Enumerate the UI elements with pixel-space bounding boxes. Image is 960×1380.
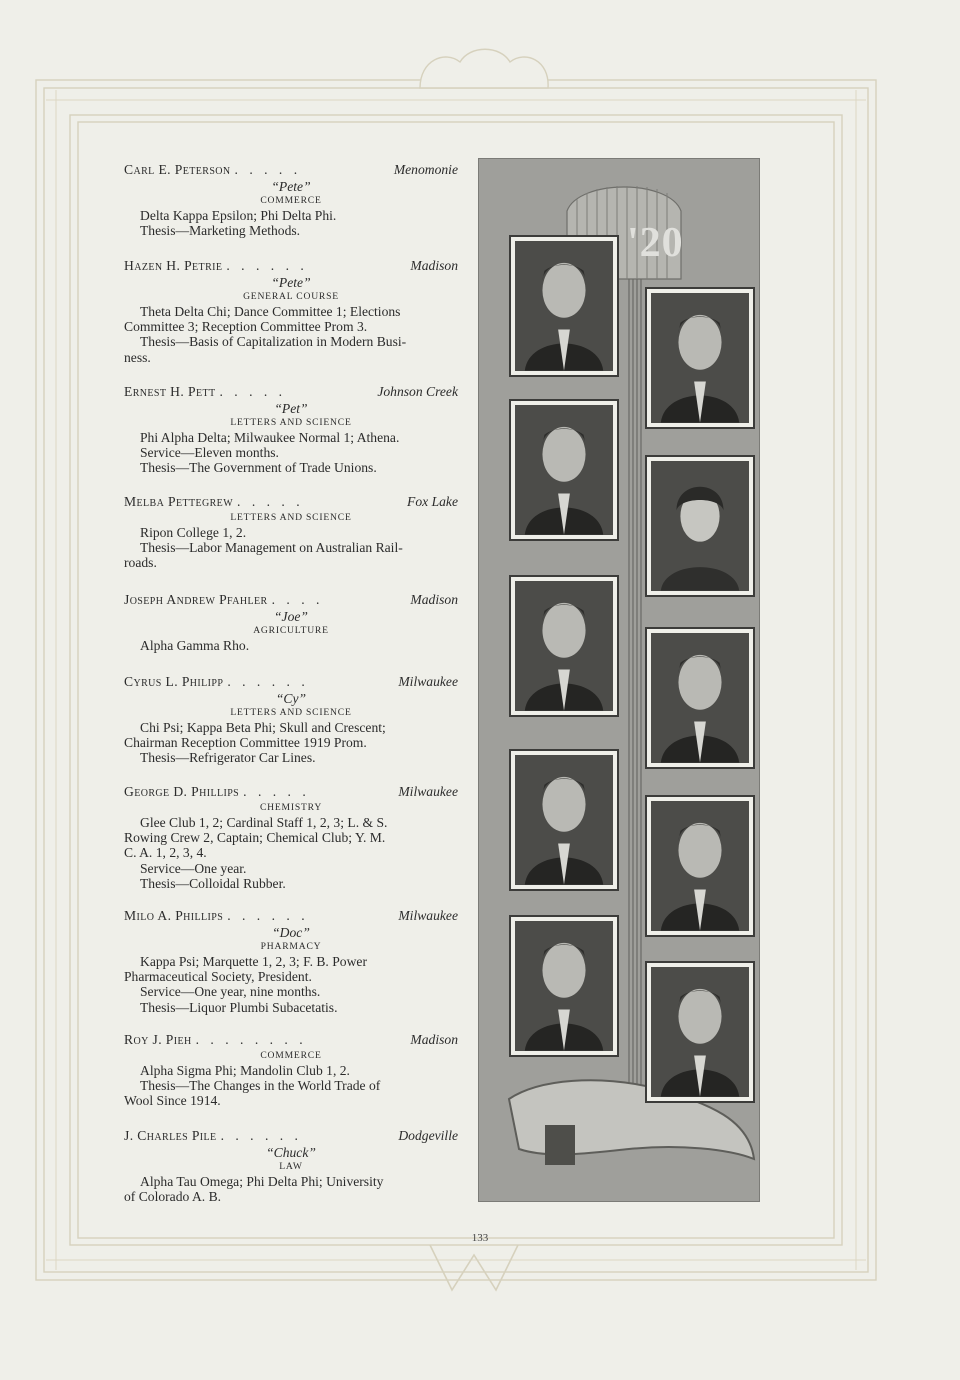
detail-line: Pharmaceutical Society, President. — [124, 969, 312, 985]
detail-line: Kappa Psi; Marquette 1, 2, 3; F. B. Power — [140, 954, 367, 969]
detail-line: Thesis—Marketing Methods. — [140, 223, 301, 239]
student-name: Joseph Andrew Pfahler — [124, 592, 268, 607]
detail-line: Thesis—Refrigerator Car Lines. — [140, 750, 316, 766]
hometown: Dodgeville — [398, 1128, 458, 1143]
course: COMMERCE — [260, 195, 322, 206]
hometown: Fox Lake — [407, 494, 458, 509]
portrait-photo — [645, 627, 755, 769]
course: LETTERS AND SCIENCE — [230, 417, 352, 428]
detail-line: Thesis—Labor Management on Australian Rail- — [140, 540, 403, 556]
portrait-photo — [509, 915, 619, 1057]
student-name: Hazen H. Petrie — [124, 258, 223, 273]
leader-dots: . . . . . . . . — [195, 1032, 307, 1047]
course: COMMERCE — [260, 1050, 322, 1061]
detail-line: Thesis—The Changes in the World Trade of — [140, 1078, 381, 1094]
course: LETTERS AND SCIENCE — [230, 707, 352, 718]
leader-dots: . . . . . . — [226, 258, 308, 273]
student-name: J. Charles Pile — [124, 1128, 217, 1143]
detail-line: Service—One year, nine months. — [140, 984, 321, 1000]
detail-line: of Colorado A. B. — [124, 1189, 222, 1205]
course: GENERAL COURSE — [243, 291, 339, 302]
hometown: Milwaukee — [398, 674, 458, 689]
student-entry — [124, 908, 458, 1015]
hometown: Madison — [410, 258, 458, 273]
leader-dots: . . . . . . — [227, 674, 309, 689]
detail-line: Ripon College 1, 2. — [140, 525, 247, 540]
course: LETTERS AND SCIENCE — [230, 512, 352, 523]
portrait-photo — [509, 575, 619, 717]
course: LAW — [279, 1161, 303, 1172]
portrait-photo — [509, 399, 619, 541]
nickname: “Pet” — [274, 401, 308, 416]
course: PHARMACY — [260, 941, 322, 952]
detail-line: ness. — [124, 349, 151, 365]
student-entry — [124, 1032, 458, 1109]
nickname: “Chuck” — [266, 1145, 316, 1160]
detail-line: Alpha Gamma Rho. — [140, 638, 250, 653]
detail-line: C. A. 1, 2, 3, 4. — [124, 845, 207, 861]
detail-line: Service—Eleven months. — [140, 445, 279, 461]
detail-line: Alpha Tau Omega; Phi Delta Phi; University — [140, 1174, 384, 1189]
detail-line: Thesis—The Government of Trade Unions. — [140, 460, 377, 476]
detail-line: Thesis—Liquor Plumbi Subacetatis. — [140, 999, 338, 1015]
student-name: Ernest H. Pett — [124, 384, 216, 399]
student-entry — [124, 674, 458, 766]
hometown: Milwaukee — [398, 784, 458, 799]
detail-line: Thesis—Basis of Capitalization in Modern Busi- — [140, 334, 407, 350]
portrait-photo — [645, 455, 755, 597]
detail-line: roads. — [124, 555, 157, 571]
student-entry — [124, 784, 458, 891]
student-entry — [124, 494, 458, 571]
detail-line: Wool Since 1914. — [124, 1093, 221, 1109]
portrait-photo — [645, 287, 755, 429]
leader-dots: . . . . . . — [220, 1128, 302, 1143]
nickname: “Pete” — [271, 275, 311, 290]
student-entry — [124, 1128, 458, 1204]
detail-line: Phi Alpha Delta; Milwaukee Normal 1; Athena. — [140, 430, 400, 445]
leader-dots: . . . . . — [243, 784, 310, 799]
detail-line: Chairman Reception Committee 1919 Prom. — [124, 735, 367, 751]
leader-dots: . . . . . — [234, 162, 302, 177]
portrait-photo — [645, 961, 755, 1103]
student-entry — [124, 384, 458, 476]
student-name: Melba Pettegrew — [124, 494, 234, 509]
portrait-photo — [509, 749, 619, 891]
nickname: “Cy” — [275, 691, 307, 706]
student-entry — [124, 162, 458, 238]
hometown: Madison — [410, 1032, 458, 1047]
leader-dots: . . . . . — [219, 384, 287, 399]
leader-dots: . . . . . — [237, 494, 304, 509]
student-name: Cyrus L. Philipp — [124, 674, 224, 689]
student-name: George D. Phillips — [124, 784, 240, 799]
nickname: “Pete” — [271, 179, 311, 194]
class-year: '20 — [627, 220, 684, 266]
detail-line: Glee Club 1, 2; Cardinal Staff 1, 2, 3; L. & S. — [140, 815, 388, 830]
detail-line: Theta Delta Chi; Dance Committee 1; Elections — [140, 304, 401, 319]
course: CHEMISTRY — [259, 802, 323, 813]
student-entry — [124, 258, 458, 365]
portrait-photo — [645, 795, 755, 937]
hometown: Johnson Creek — [377, 384, 458, 399]
portrait-panel — [478, 158, 760, 1202]
student-entry — [124, 592, 458, 653]
detail-line: Delta Kappa Epsilon; Phi Delta Phi. — [140, 208, 337, 223]
hometown: Milwaukee — [398, 908, 458, 923]
detail-line: Alpha Sigma Phi; Mandolin Club 1, 2. — [140, 1063, 350, 1078]
nickname: “Joe” — [274, 609, 308, 624]
detail-line: Thesis—Colloidal Rubber. — [140, 875, 286, 891]
detail-line: Chi Psi; Kappa Beta Phi; Skull and Crescent; — [140, 720, 386, 735]
detail-line: Rowing Crew 2, Captain; Chemical Club; Y. M. — [124, 830, 386, 846]
nickname: “Doc” — [272, 925, 310, 940]
leader-dots: . . . . — [271, 592, 324, 607]
course: AGRICULTURE — [253, 625, 329, 636]
leader-dots: . . . . . . — [227, 908, 309, 923]
detail-line: Committee 3; Reception Committee Prom 3. — [124, 319, 368, 335]
student-name: Roy J. Pieh — [124, 1032, 192, 1047]
page-number: 133 — [471, 1232, 489, 1244]
hometown: Madison — [410, 592, 458, 607]
student-name: Carl E. Peterson — [124, 162, 231, 177]
detail-line: Service—One year. — [140, 860, 247, 876]
hometown: Menomonie — [393, 162, 458, 177]
portrait-photo — [509, 235, 619, 377]
student-name: Milo A. Phillips — [124, 908, 224, 923]
